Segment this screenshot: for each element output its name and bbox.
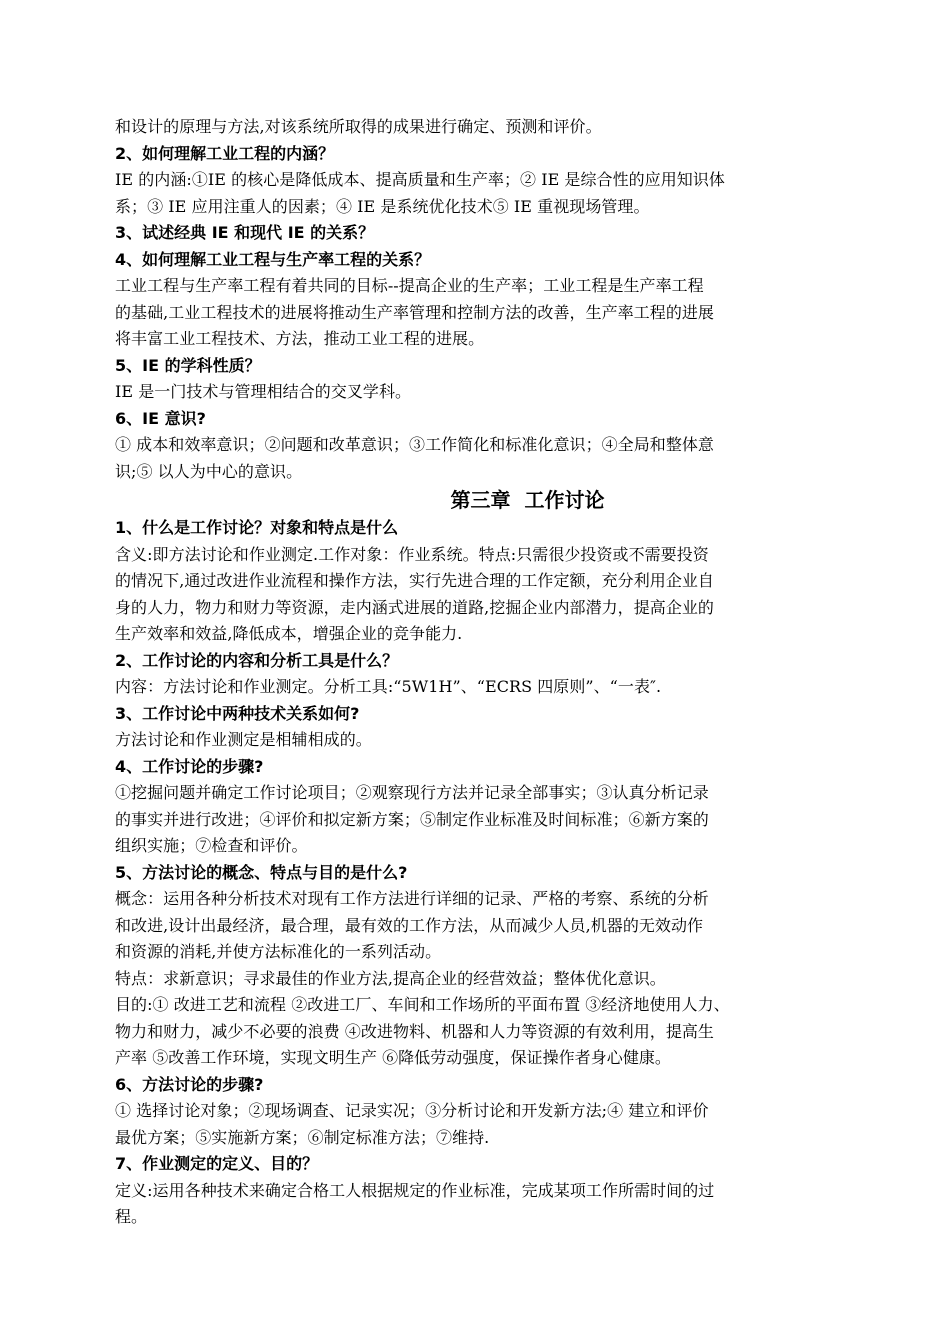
question-heading: 6、IE 意识?: [115, 408, 206, 428]
answer-line: 身的人力，物力和财力等资源，走内涵式进展的道路,挖掘企业内部潜力，提高企业的: [115, 597, 714, 617]
question-heading: 4、工作讨论的步骤?: [115, 756, 264, 776]
answer-line: 的情况下,通过改进作业流程和操作方法，实行先进合理的工作定额，充分利用企业自: [115, 571, 714, 590]
answer-line: ① 选择讨论对象；②现场调查、记录实况；③分析讨论和开发新方法;④ 建立和评价: [115, 1101, 709, 1120]
answer-line: 定义:运用各种技术来确定合格工人根据规定的作业标准，完成某项工作所需时间的过: [115, 1180, 715, 1200]
question-heading: 3、试述经典 IE 和现代 IE 的关系？: [115, 223, 375, 242]
answer-line: 系；③ IE 应用注重人的因素；④ IE 是系统优化技术⑤ IE 重视现场管理。: [115, 196, 650, 216]
question-heading: 2、工作讨论的内容和分析工具是什么？: [115, 650, 399, 670]
answer-line: ①挖掘问题并确定工作讨论项目；②观察现行方法并记录全部事实；③认真分析记录: [115, 783, 709, 802]
question-heading: 3、工作讨论中两种技术关系如何?: [115, 703, 360, 723]
document-page: [115, 114, 840, 1231]
answer-line: IE 的内涵:①IE 的核心是降低成本、提高质量和生产率；② IE 是综合性的应用知识体: [115, 170, 725, 189]
question-heading: 6、方法讨论的步骤?: [115, 1074, 264, 1094]
question-heading: 2、如何理解工业工程的内涵？: [115, 143, 335, 163]
answer-line: 组织实施；⑦检查和评价。: [115, 836, 308, 855]
answer-line: 工业工程与生产率工程有着共同的目标--提高企业的生产率；工业工程是生产率工程: [115, 276, 704, 295]
question-heading: 7、作业测定的定义、目的？: [115, 1154, 319, 1173]
answer-line: 和改进,设计出最经济，最合理，最有效的工作方法，从而减少人员,机器的无效动作: [115, 915, 704, 935]
answer-line: 将丰富工业工程技术、方法，推动工业工程的进展。: [115, 329, 485, 348]
answer-line: 的基础,工业工程技术的进展将推动生产率管理和控制方法的改善，生产率工程的进展: [115, 302, 714, 322]
answer-line: 特点：求新意识；寻求最佳的作业方法,提高企业的经营效益；整体优化意识。: [115, 968, 666, 988]
answer-line: 方法讨论和作业测定是相辅相成的。: [115, 730, 372, 749]
question-heading: 4、如何理解工业工程与生产率工程的关系？: [115, 249, 431, 269]
chapter-title: 第三章 工作讨论: [450, 488, 605, 512]
answer-line: 最优方案；⑤实施新方案；⑥制定标准方法；⑦维持.: [115, 1127, 490, 1147]
answer-line: ① 成本和效率意识；②问题和改革意识；③工作简化和标准化意识；④全局和整体意: [115, 435, 714, 454]
answer-line: 概念：运用各种分析技术对现有工作方法进行详细的记录、严格的考察、系统的分析: [115, 889, 709, 908]
answer-line: 和资源的消耗,并使方法标准化的一系列活动。: [115, 942, 442, 961]
answer-line: 生产效率和效益,降低成本，增强企业的竞争能力.: [115, 624, 463, 643]
answer-line: IE 是一门技术与管理相结合的交叉学科。: [115, 382, 412, 401]
question-heading: 5、IE 的学科性质？: [115, 355, 261, 375]
answer-line: 识;⑤ 以人为中心的意识。: [115, 461, 303, 481]
answer-line: 物力和财力，减少不必要的浪费 ④改进物料、机器和人力等资源的有效利用，提高生: [115, 1021, 714, 1041]
answer-line: 目的:① 改进工艺和流程 ②改进工厂、车间和工作场所的平面布置 ③经济地使用人力、: [115, 995, 730, 1014]
answer-line: 程。: [115, 1207, 148, 1226]
paragraph-line: 和设计的原理与方法,对该系统所取得的成果进行确定、预测和评价。: [115, 117, 602, 136]
answer-line: 的事实并进行改进；④评价和拟定新方案；⑤制定作业标准及时间标准；⑥新方案的: [115, 809, 709, 829]
question-heading: 5、方法讨论的概念、特点与目的是什么?: [115, 862, 408, 882]
answer-line: 含义:即方法讨论和作业测定.工作对象：作业系统。特点:只需很少投资或不需要投资: [115, 544, 709, 564]
answer-line: 内容：方法讨论和作业测定。分析工具:“5W1H”、“ECRS 四原则”、“一表″.: [115, 677, 662, 696]
question-heading: 1、什么是工作讨论？对象和特点是什么: [115, 518, 399, 537]
answer-line: 产率 ⑤改善工作环境，实现文明生产 ⑥降低劳动强度，保证操作者身心健康。: [115, 1048, 671, 1067]
